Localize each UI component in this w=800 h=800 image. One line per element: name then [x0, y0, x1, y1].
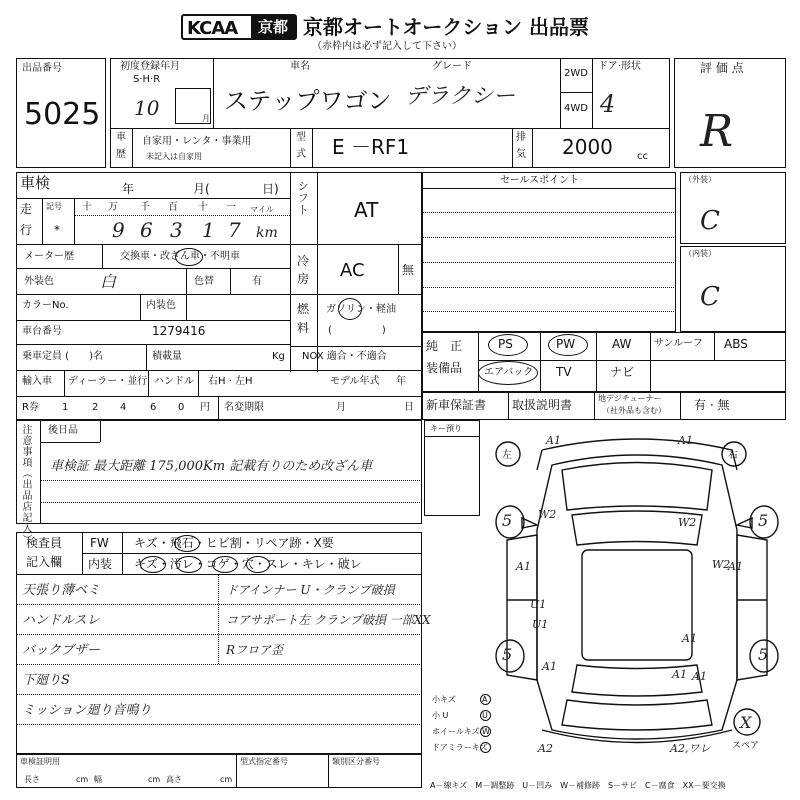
doc-manual: 取扱説明書 — [512, 398, 573, 412]
doc-tuner: 地デジチューナー — [598, 394, 662, 403]
bottom-width: 幅 — [94, 775, 102, 784]
mileage-digit-1: 9 — [112, 218, 125, 242]
registration-year: 10 — [134, 96, 160, 120]
int-circle-3 — [212, 556, 238, 573]
chassis-value: 1279416 — [152, 324, 206, 338]
capacity-label: 乗車定員 ( )名 — [22, 351, 103, 362]
fuel-circle — [338, 298, 362, 320]
legend-small-a: A — [482, 695, 488, 704]
bottom-cm-3: cm — [220, 775, 233, 784]
displacement-label-1: 排 — [516, 132, 526, 143]
equipment-label-1: 純 正 — [426, 339, 463, 353]
inspector-note-8: Rフロア歪 — [226, 643, 284, 657]
interior-color-label: 内装色 — [146, 300, 176, 311]
notes-side-label: 注意事項（出品店記入） — [20, 424, 31, 545]
mileage-unit-100: 百 — [168, 202, 178, 213]
equip-airbag: エアバック — [484, 367, 534, 378]
expiry-month: 月 — [336, 402, 346, 413]
displacement-value: 2000 — [562, 135, 613, 159]
equipment-label-2: 装備品 — [426, 361, 463, 375]
model-label-2: 式 — [296, 149, 306, 160]
equip-pw: PW — [556, 337, 576, 351]
mileage-digit-2: 6 — [140, 218, 153, 242]
inspector-note-3: バックブザー — [22, 643, 101, 658]
damage-mark-right-front-door: A1 — [728, 560, 743, 573]
inspector-note-5: ミッション廻り音鳴り — [22, 703, 152, 718]
grade-value: デラクシー — [405, 84, 516, 109]
grade-label: グレード — [432, 61, 472, 72]
bottom-length: 長さ — [24, 775, 40, 784]
int-circle-1 — [140, 556, 166, 573]
doc-yes-no: 有 · 無 — [694, 398, 730, 412]
model-year-label: モデル年式 — [330, 376, 380, 387]
tire-mark-rear-left: 5 — [502, 645, 513, 664]
legend-small-1: 小キズ — [432, 695, 456, 704]
lot-number-value: 5025 — [24, 97, 101, 132]
damage-mark-right-quarter: A1 — [692, 670, 707, 683]
shift-value: AT — [354, 198, 379, 222]
damage-mark-front-left: A1 — [546, 434, 561, 447]
exterior-grade-label: （外装） — [684, 175, 716, 184]
inspector-note-1: 天張り薄ベミ — [22, 583, 101, 598]
exterior-color-value: 白 — [100, 272, 117, 291]
mileage-unit-10: 十 — [198, 202, 208, 213]
form-subtitle: （赤枠内は必ず記入して下さい） — [312, 41, 462, 52]
aircon-label-1: 冷 — [297, 254, 310, 268]
damage-mark-left-fender: W2 — [538, 508, 557, 521]
door-value: 4 — [600, 90, 616, 118]
interior-grade-value: C — [700, 282, 720, 312]
repaint-label: 色替 — [194, 276, 214, 287]
drive-2wd: 2WD — [564, 68, 588, 79]
fw-label: FW — [90, 536, 109, 550]
bottom-form: 型式指定番号 — [240, 757, 288, 766]
fw-circle — [174, 535, 200, 552]
damage-mark-left-rear: A1 — [542, 660, 557, 673]
model-type-value: E －RF1 — [332, 135, 410, 159]
key-label: キー預り — [430, 424, 462, 433]
int-label: 内装 — [88, 557, 113, 571]
inspector-label-2: 記入欄 — [26, 555, 63, 569]
recycle-label: R券 — [22, 402, 39, 413]
import-dealer: ディーラー・並行 — [68, 376, 148, 387]
model-year-unit: 年 — [396, 376, 406, 387]
spare-mark: X — [740, 713, 752, 732]
int-circle-2 — [176, 556, 202, 573]
damage-mark-rear-bumper-left: A2 — [538, 742, 553, 755]
inspector-note-6: ドアインナー U・クランプ破損 — [226, 583, 395, 597]
diagram-right-label: 右 — [728, 450, 738, 461]
import-label: 輸入車 — [22, 376, 52, 387]
door-label: ドア·形状 — [598, 61, 641, 72]
diagram-spare-label: スペア — [732, 741, 760, 751]
inspection-day: 日) — [262, 182, 279, 196]
legend-small-4: ドアミラーキズ — [432, 743, 488, 752]
chassis-label: 車台番号 — [22, 326, 62, 337]
key-box — [424, 420, 480, 516]
recycle-digit-4: 6 — [150, 402, 157, 413]
shift-label: シフト — [296, 180, 310, 216]
rating-label: 評 価 点 — [700, 61, 744, 75]
bottom-cm-2: cm — [148, 775, 161, 784]
damage-legend: A－線キズ M－調整跡 U－凹み W－補修跡 S－サビ C－腐食 XX－要交換 — [430, 781, 726, 790]
equip-ps-circle — [488, 334, 528, 356]
exterior-grade-value: C — [700, 206, 720, 236]
model-label-1: 型 — [296, 132, 306, 143]
equip-airbag-circle — [478, 361, 538, 385]
logo-city: 京都 — [251, 16, 295, 38]
mileage-digit-5: 7 — [228, 218, 241, 242]
bottom-cm-1: cm — [76, 775, 89, 784]
fuel-options: ガソリン・軽油 — [326, 304, 396, 315]
car-damage-diagram — [482, 430, 792, 760]
mileage-mark: * — [54, 223, 60, 237]
expiry-label: 名変期限 — [224, 402, 264, 413]
diagram-left-label: 左 — [502, 450, 512, 461]
logo-text: KCAA — [187, 18, 238, 39]
expiry-day: 日 — [404, 402, 414, 413]
equip-ps: PS — [498, 337, 513, 351]
doc-tuner-note: （社外品も含む） — [602, 406, 666, 415]
mileage-unit-km: km — [256, 225, 278, 241]
nox-label: NOX 適合・不適合 — [302, 351, 387, 362]
inspection-month: 月( — [193, 182, 210, 196]
form-title: 京都オートオークション 出品票 — [303, 15, 589, 39]
inspection-year: 年 — [122, 182, 135, 196]
mileage-label-1: 走 — [20, 202, 33, 216]
meter-label: メーター歴 — [24, 251, 74, 262]
int-circle-4 — [246, 556, 270, 573]
legend-circle-blank — [480, 742, 491, 753]
recycle-unit: 円 — [200, 402, 210, 413]
history-note: 未記入は自家用 — [146, 152, 202, 161]
equip-pw-circle — [548, 334, 588, 356]
mileage-label-2: 行 — [20, 223, 33, 237]
load-unit: Kg — [272, 351, 285, 362]
interior-grade-box — [680, 246, 786, 332]
mileage-unit-mile: マイル — [250, 205, 274, 214]
inspection-label: 車検 — [20, 174, 51, 192]
displacement-label-2: 気 — [516, 149, 526, 160]
legend-small-w: W — [482, 727, 490, 736]
handle-options: 右H · 左H — [208, 376, 253, 387]
recycle-digit-1: 1 — [62, 402, 69, 413]
int-options: キズ・汚レ・コゲ・穴・スレ・キレ・破レ — [134, 557, 362, 571]
damage-mark-right-rear: A1 — [682, 632, 697, 645]
rating-value: R — [700, 106, 734, 157]
damage-mark-left-sill: U1 — [532, 618, 549, 631]
history-label-2: 歴 — [116, 149, 126, 160]
fuel-label-2: 料 — [297, 321, 310, 335]
meter-circle — [175, 248, 203, 266]
sales-point-label: セールスポイント — [500, 175, 580, 186]
damage-mark-right-door: W2 — [712, 558, 731, 571]
mileage-digit-4: 1 — [202, 218, 215, 242]
fuel-label-1: 燃 — [297, 302, 310, 316]
inspector-label-1: 検査員 — [26, 536, 63, 550]
notes-box-label: 後日品 — [48, 425, 78, 436]
tire-mark-front-right: 5 — [758, 511, 769, 530]
registration-month-unit: 月 — [202, 114, 210, 123]
lot-number-label: 出品番号 — [22, 63, 62, 74]
registration-label: 初度登録年月 — [120, 61, 180, 72]
mileage-unit-100k: 十 — [82, 202, 92, 213]
recycle-digit-2: 2 — [92, 402, 99, 413]
exterior-color-label: 外装色 — [24, 276, 54, 287]
inspector-note-2: ハンドルスレ — [22, 613, 100, 628]
history-options: 自家用・レンタ・事業用 — [142, 136, 252, 147]
displacement-unit: cc — [637, 151, 648, 162]
equip-abs: ABS — [724, 337, 748, 351]
color-no-label: カラーNo. — [22, 300, 69, 311]
mileage-digit-3: 3 — [170, 218, 183, 242]
notes-text: 車検証 最大距離 175,000Km 記載有りのため改ざん車 — [50, 459, 373, 474]
bottom-height: 高さ — [166, 775, 182, 784]
fuel-paren: ( ) — [328, 325, 386, 336]
mileage-unit-1k: 千 — [140, 202, 150, 213]
registration-era: S·H·R — [133, 74, 161, 85]
equip-aw: AW — [612, 337, 632, 351]
tire-mark-rear-right: 5 — [758, 645, 769, 664]
interior-grade-label: （内装） — [684, 249, 716, 258]
load-label: 積載量 — [152, 351, 182, 362]
equip-tv: TV — [556, 365, 572, 379]
inspector-note-4: 下廻りS — [22, 673, 70, 688]
damage-mark-rear-center: A1 — [672, 668, 687, 681]
damage-mark-front-right: A1 — [678, 434, 693, 447]
mileage-mark-label: 記号 — [46, 202, 62, 211]
handle-label: ハンドル — [154, 376, 194, 387]
inspector-note-7: コアサポート左 クランプ破損 一部XX — [226, 613, 431, 627]
history-label-1: 車 — [116, 132, 126, 143]
bottom-class: 類別区分番号 — [332, 757, 380, 766]
mileage-unit-10k: 万 — [108, 202, 118, 213]
aircon-label-2: 房 — [297, 272, 310, 286]
recycle-digit-3: 4 — [120, 402, 127, 413]
fw-options: キズ・飛石・ヒビ割・リペア跡・X要 — [134, 536, 334, 550]
damage-mark-rear-bumper-right: A2,ワレ — [670, 742, 711, 755]
tire-mark-front-left: 5 — [502, 511, 513, 530]
kcaa-logo — [181, 14, 297, 40]
recycle-digit-5: 0 — [178, 402, 185, 413]
drive-4wd: 4WD — [564, 103, 588, 114]
legend-small-3: ホイールキズ — [432, 727, 480, 736]
legend-small-u: U — [482, 711, 488, 720]
equip-navi: ナビ — [610, 365, 635, 379]
mileage-unit-1: 一 — [226, 202, 236, 213]
meter-options: 交換車・改ざん車・不明車 — [120, 251, 240, 262]
equip-sunroof: サンルーフ — [654, 338, 703, 349]
doc-warranty: 新車保証書 — [426, 398, 487, 412]
car-name-label: 車名 — [290, 61, 310, 72]
legend-small-2: 小 U — [432, 711, 449, 720]
car-name-value: ステップワゴン — [224, 87, 392, 115]
aircon-none: 無 — [402, 263, 415, 277]
damage-mark-left-pillar: U1 — [530, 598, 547, 611]
damage-mark-left-front-door: A1 — [516, 560, 531, 573]
repaint-value: 有 — [252, 276, 262, 287]
bottom-cert: 車検証明用 — [20, 757, 60, 766]
damage-mark-right-fender: W2 — [678, 516, 697, 529]
sales-point-box — [422, 172, 676, 332]
aircon-value: AC — [340, 260, 365, 281]
